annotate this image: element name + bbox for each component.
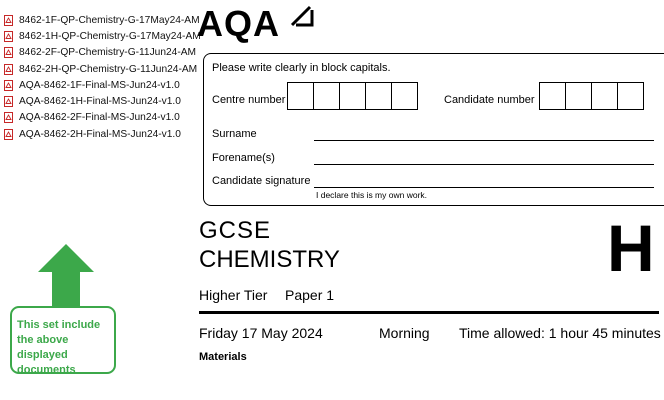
qualification-title: GCSE <box>199 217 272 244</box>
divider <box>199 311 659 314</box>
file-item[interactable] <box>4 110 190 126</box>
file-item[interactable] <box>4 126 190 142</box>
file-name: AQA-8462-2F-Final-MS-Jun24-v1.0 <box>19 112 180 124</box>
pdf-icon <box>4 96 13 107</box>
subject-title: CHEMISTRY <box>199 246 340 273</box>
arrow-up-icon <box>36 244 96 306</box>
file-name: AQA-8462-1H-Final-MS-Jun24-v1.0 <box>19 96 181 108</box>
signature-label: Candidate signature <box>212 175 311 187</box>
file-name: AQA-8462-1F-Final-MS-Jun24-v1.0 <box>19 79 180 91</box>
declaration-text: I declare this is my own work. <box>316 190 428 200</box>
forename-label: Forename(s) <box>212 152 275 164</box>
digit-box[interactable] <box>339 82 366 110</box>
centre-number-label: Centre number <box>212 94 286 106</box>
file-name: 8462-1F-QP-Chemistry-G-17May24-AM <box>19 14 200 26</box>
digit-box[interactable] <box>365 82 392 110</box>
surname-label: Surname <box>212 128 257 140</box>
paper-number: Paper 1 <box>285 287 335 303</box>
digit-box[interactable] <box>287 82 314 110</box>
digit-box[interactable] <box>539 82 566 110</box>
exam-date: Friday 17 May 2024 <box>199 325 323 341</box>
tier-letter: H <box>607 211 655 285</box>
file-list <box>4 12 201 142</box>
centre-number-boxes[interactable] <box>288 82 418 110</box>
materials-heading: Materials <box>199 351 247 363</box>
file-item[interactable] <box>4 45 197 61</box>
logo-text: AQA <box>197 3 280 44</box>
pdf-icon <box>4 31 13 42</box>
exam-paper-cover <box>197 0 661 400</box>
pdf-icon <box>4 80 13 91</box>
annotation-text: This set include the above displayed documents <box>17 319 101 376</box>
file-name: 8462-2H-QP-Chemistry-G-11Jun24-AM <box>19 63 198 75</box>
pdf-icon <box>4 129 13 140</box>
pdf-icon <box>4 64 13 75</box>
exam-session: Morning <box>379 325 430 341</box>
file-item[interactable] <box>4 77 190 93</box>
tier-text: Higher Tier <box>199 287 268 303</box>
signature-line[interactable] <box>314 187 654 188</box>
file-item[interactable] <box>4 28 201 44</box>
digit-box[interactable] <box>313 82 340 110</box>
digit-box[interactable] <box>565 82 592 110</box>
file-item[interactable] <box>4 61 198 77</box>
aqa-swoosh-icon <box>290 4 314 26</box>
forename-line[interactable] <box>314 164 654 165</box>
file-name: 8462-2F-QP-Chemistry-G-11Jun24-AM <box>19 47 197 59</box>
surname-line[interactable] <box>314 140 654 141</box>
pdf-icon <box>4 47 13 58</box>
pdf-icon <box>4 15 13 26</box>
digit-box[interactable] <box>591 82 618 110</box>
candidate-number-label: Candidate number <box>444 94 535 106</box>
candidate-details-box <box>203 53 664 206</box>
pdf-icon <box>4 112 13 123</box>
time-allowed: Time allowed: 1 hour 45 minutes <box>459 325 661 341</box>
candidate-number-boxes[interactable] <box>540 82 644 110</box>
file-item[interactable] <box>4 93 190 109</box>
aqa-logo <box>197 4 317 44</box>
file-name: 8462-1H-QP-Chemistry-G-17May24-AM <box>19 30 201 42</box>
candidate-box-instruction: Please write clearly in block capitals. <box>212 62 391 74</box>
annotation-note <box>10 306 116 374</box>
file-name: AQA-8462-2H-Final-MS-Jun24-v1.0 <box>19 128 181 140</box>
digit-box[interactable] <box>617 82 644 110</box>
file-item[interactable] <box>4 12 200 28</box>
digit-box[interactable] <box>391 82 418 110</box>
